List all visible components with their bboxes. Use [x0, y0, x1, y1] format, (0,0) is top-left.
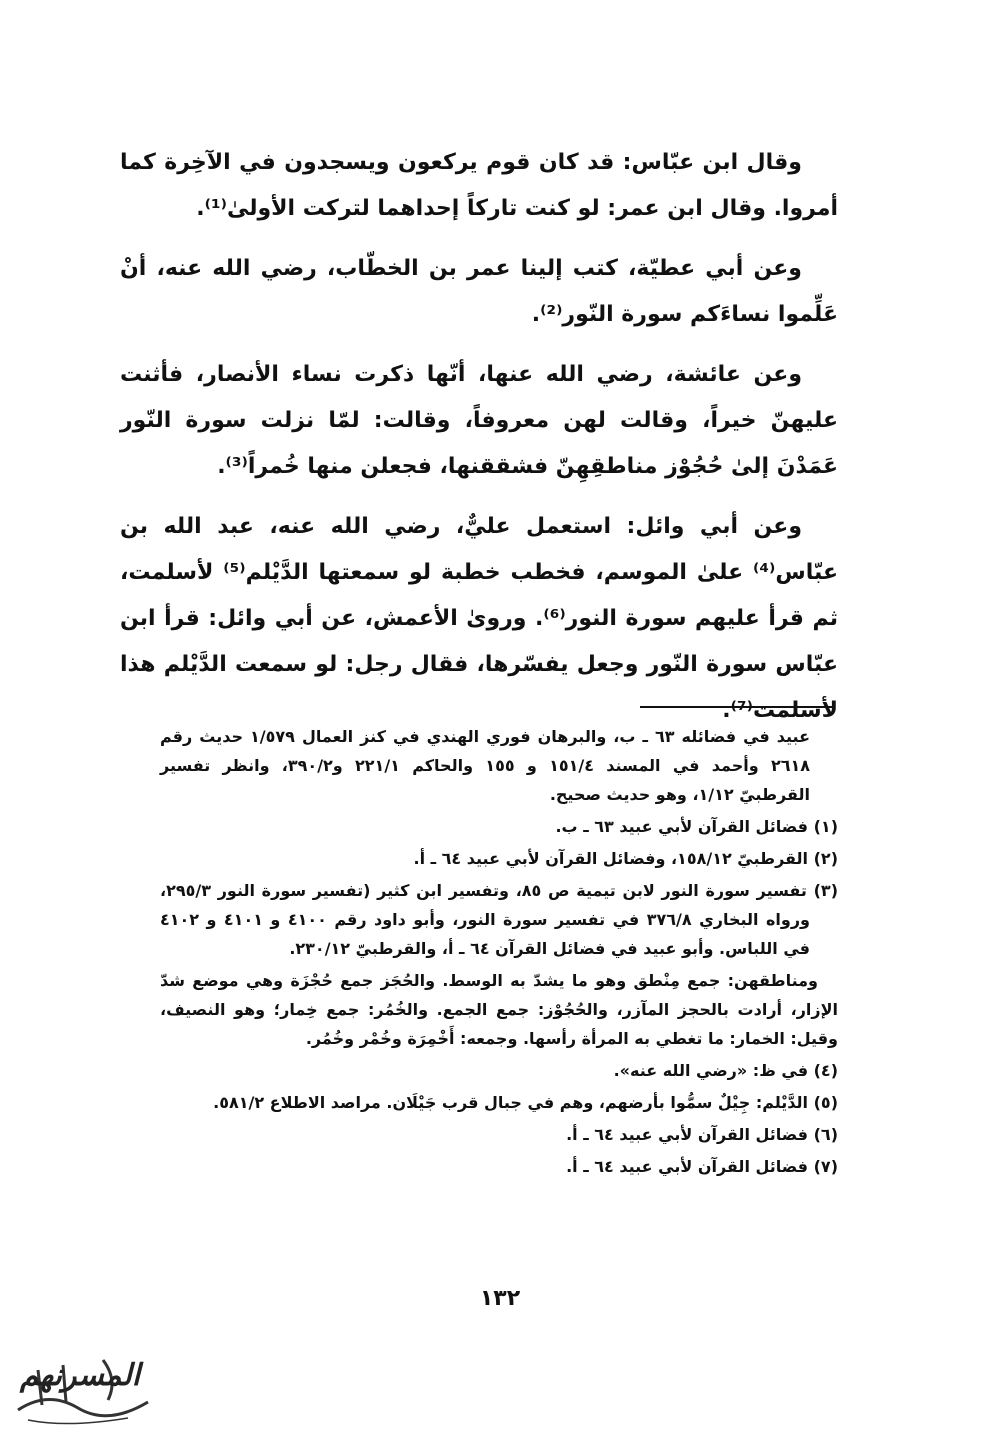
footnote-separator	[640, 706, 832, 708]
footnote: عبيد في فضائله ٦٣ ـ ب، والبرهان فوري الهندي في كنز العمال ١/٥٧٩ حديث رقم ٢٦١٨ وأحمد في المسند ١٥١/٤ و ١٥٥ والحاكم ٢٢١/١ و٣٩٠/٢، وانظر تفسير القرطبيّ ١/١٢، وهو حديث صحيح.	[160, 727, 811, 804]
stamp-lettering: المسرنهم	[19, 1358, 141, 1393]
paragraph: وعن أبي وائل: استعمل عليٌّ، رضي الله عنه، عبد الله بن عبّاس⁽⁴⁾ علىٰ الموسم، فخطب خطبة لو سمعتها الدَّيْلم⁽⁵⁾ لأسلمت، ثم قرأ عليهم سورة النور⁽⁶⁾. وروىٰ الأعمش، عن أبي وائل: قرأ ابن عبّاس سورة النّور وجعل يفسّرها، فقال رجل: لو سمعت الدَّيْلم هذا لأسلمت⁽⁷⁾.	[120, 514, 838, 723]
footnotes	[160, 722, 838, 1184]
paragraph: وعن أبي عطيّة، كتب إلينا عمر بن الخطّاب، رضي الله عنه، أنْ عَلِّموا نساءَكم سورة النّور⁽²⁾.	[120, 256, 838, 327]
footnote: (٣) تفسير سورة النور لابن تيمية ص ٨٥، وتفسير ابن كثير (تفسير سورة النور ٢٩٥/٣، ورواه البخاري ٣٧٦/٨ في تفسير سورة النور، وأبو داود رقم ٤١٠٠ و ٤١٠١ و ٤١٠٢ في اللباس. وأبو عبيد في فضائل القرآن ٦٤ ـ أ، والقرطبيّ ٢٣٠/١٢.	[160, 881, 838, 958]
footnote: (٤) في ظ: «رضي الله عنه».	[613, 1061, 838, 1080]
footnote: (٦) فضائل القرآن لأبي عبيد ٦٤ ـ أ.	[566, 1125, 838, 1144]
main-text	[120, 140, 838, 748]
footnote: (٥) الدَّيْلم: جِيْلٌ سمُّوا بأرضهم، وهم في جبال قرب جَيْلَان. مراصد الاطلاع ٥٨١/٢.	[213, 1093, 838, 1112]
page-number: ١٣٢	[479, 1286, 521, 1311]
paragraph: وعن عائشة، رضي الله عنها، أنّها ذكرت نساء الأنصار، فأثنت عليهنّ خيراً، وقالت لهن معروفاً، وقالت: لمّا نزلت سورة النّور عَمَدْنَ إلىٰ حُجُوْز مناطقِهِنّ فشققنها، فجعلن منها خُمراً⁽³⁾.	[120, 362, 838, 479]
footnote: ومناطقهن: جمع مِنْطق وهو ما يشدّ به الوسط. والحُجَز جمع حُجْزَة وهي موضع شدّ الإزار، أرادت بالحجز المآزر، والحُجُوْز: جمع الجمع. والخُمُر: جمع خِمار؛ وهو النصيف، وقيل: الخمار: ما تغطي به المرأة رأسها. وجمعه: أَخْمِرَة وخُمْر وخُمُر.	[160, 971, 838, 1048]
footnote: (٢) القرطبيّ ١٥٨/١٢، وفضائل القرآن لأبي عبيد ٦٤ ـ أ.	[413, 849, 838, 868]
paragraph: وقال ابن عبّاس: قد كان قوم يركعون ويسجدون في الآخِرة كما أمروا. وقال ابن عمر: لو كنت تاركاً إحداهما لتركت الأولىٰ⁽¹⁾.	[120, 150, 838, 221]
footnote: (٧) فضائل القرآن لأبي عبيد ٦٤ ـ أ.	[566, 1157, 838, 1176]
footnote: (١) فضائل القرآن لأبي عبيد ٦٣ ـ ب.	[555, 817, 838, 836]
